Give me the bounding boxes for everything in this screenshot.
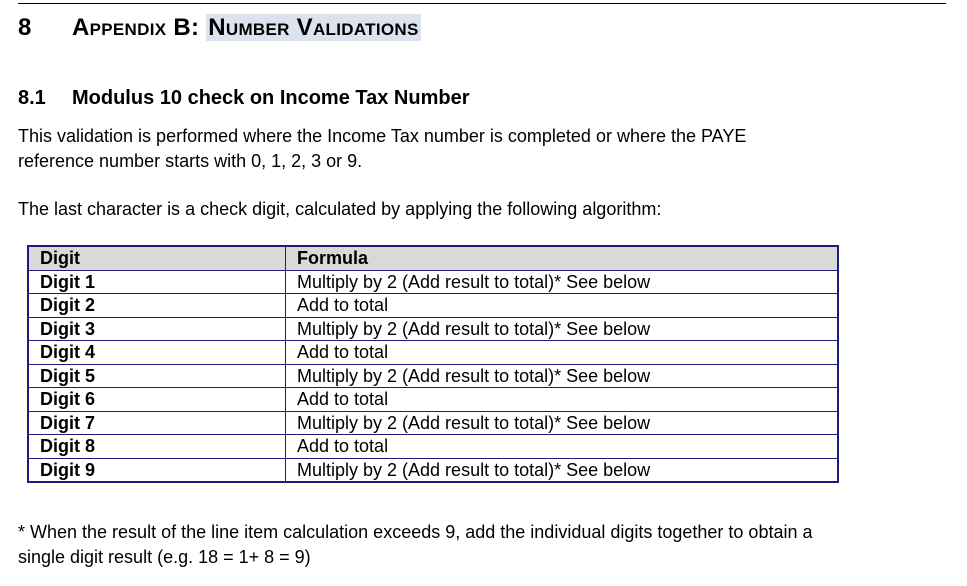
digit-cell: Digit 3 (28, 317, 286, 341)
digit-formula-table (27, 245, 839, 483)
footnote (18, 520, 813, 570)
table-row (28, 435, 838, 459)
formula-cell: Add to total (286, 294, 839, 318)
intro-line-1: This validation is performed where the Income Tax number is completed or where the PAYE (18, 126, 747, 146)
header-digit: Digit (28, 246, 286, 270)
footnote-line-2: single digit result (e.g. 18 = 1+ 8 = 9) (18, 547, 311, 567)
digit-cell: Digit 9 (28, 458, 286, 482)
section-title: Modulus 10 check on Income Tax Number (72, 87, 470, 109)
formula-cell: Add to total (286, 388, 839, 412)
table-row (28, 270, 838, 294)
check-digit-paragraph: The last character is a check digit, calculated by applying the following algorithm: (18, 199, 662, 219)
formula-cell: Multiply by 2 (Add result to total)* See below (286, 458, 839, 482)
heading-number: 8 (18, 14, 32, 41)
digit-cell: Digit 7 (28, 411, 286, 435)
table-row (28, 294, 838, 318)
heading-title-prefix: Appendix B: (72, 14, 207, 41)
table-row (28, 388, 838, 412)
digit-cell: Digit 2 (28, 294, 286, 318)
digit-cell: Digit 8 (28, 435, 286, 459)
digit-cell: Digit 6 (28, 388, 286, 412)
intro-line-2: reference number starts with 0, 1, 2, 3 or 9. (18, 151, 363, 171)
table-row (28, 458, 838, 482)
footnote-line-1: * When the result of the line item calculation exceeds 9, add the individual digits together to obtain a (18, 522, 813, 542)
formula-cell: Multiply by 2 (Add result to total)* See below (286, 270, 839, 294)
heading-title-highlight: Number Validations (208, 14, 419, 41)
formula-cell: Multiply by 2 (Add result to total)* See below (286, 411, 839, 435)
digit-cell: Digit 1 (28, 270, 286, 294)
intro-paragraph (18, 124, 746, 174)
page-heading (18, 12, 421, 44)
top-rule (18, 3, 946, 4)
table-row (28, 341, 838, 365)
section-heading (18, 87, 470, 110)
digit-cell: Digit 5 (28, 364, 286, 388)
section-number: 8.1 (18, 87, 46, 109)
heading-title (72, 14, 421, 42)
table-header-row (28, 246, 838, 270)
table-row (28, 411, 838, 435)
digit-cell: Digit 4 (28, 341, 286, 365)
formula-cell: Multiply by 2 (Add result to total)* See below (286, 364, 839, 388)
table-row (28, 364, 838, 388)
formula-cell: Multiply by 2 (Add result to total)* See below (286, 317, 839, 341)
header-formula: Formula (286, 246, 839, 270)
formula-cell: Add to total (286, 341, 839, 365)
table-row (28, 317, 838, 341)
formula-cell: Add to total (286, 435, 839, 459)
